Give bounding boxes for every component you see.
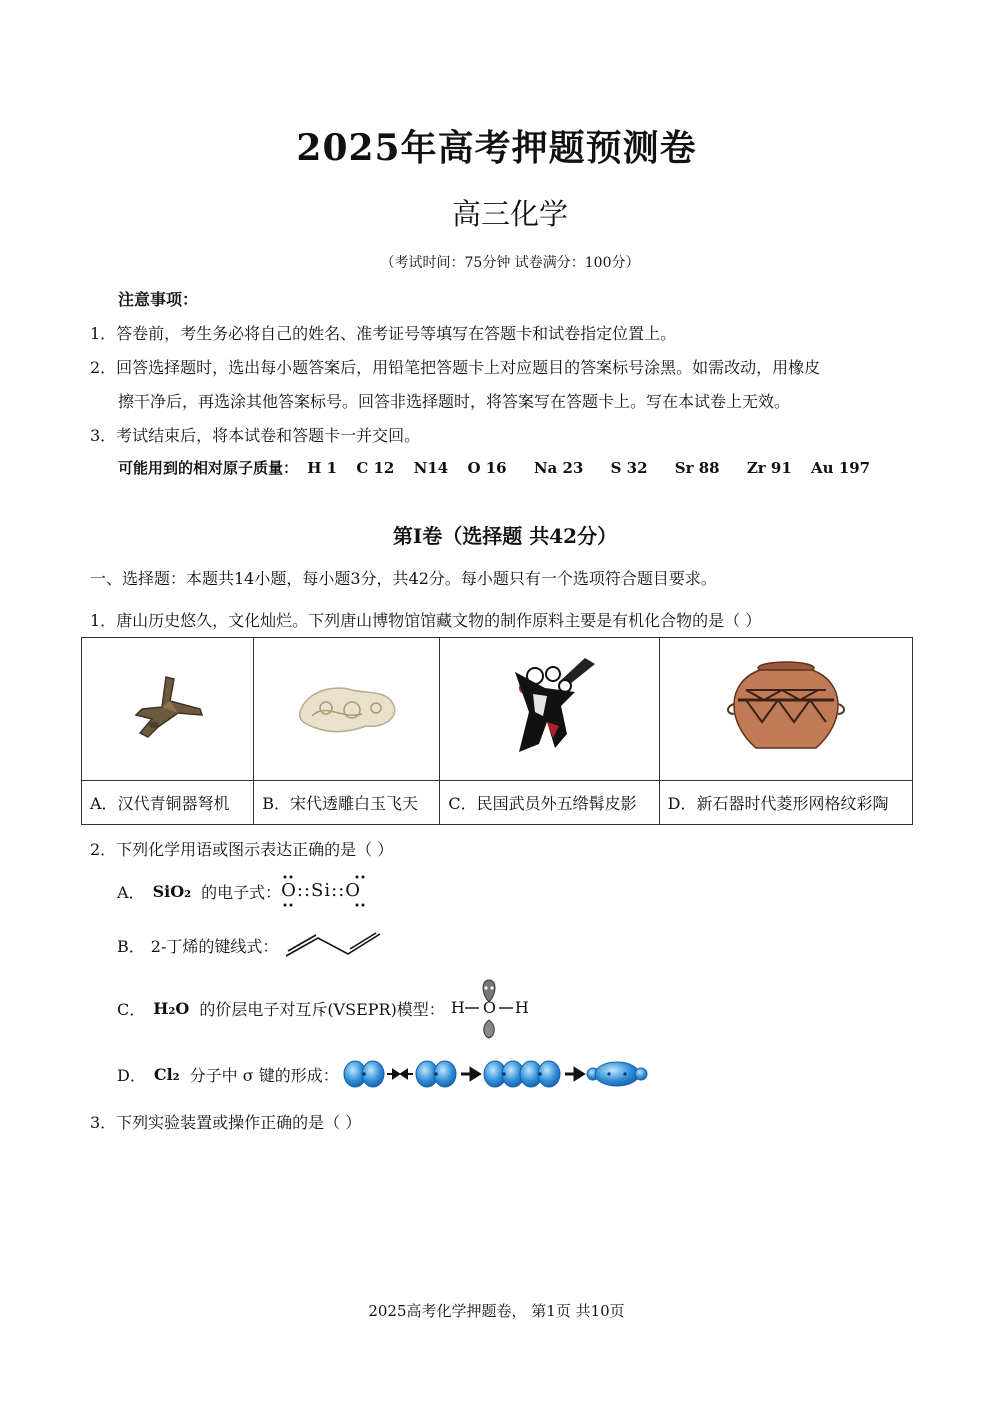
q1-image-c [440,638,659,781]
overlapping-orbitals [484,1061,560,1087]
notice-item-2-cont: 擦干净后，再选涂其他答案标号。回答非选择题时，将答案写在答题卡上。写在本试卷上无效。 [118,392,791,411]
q2-option-b [117,930,384,960]
shadow-puppet-icon [495,652,605,762]
notice-item-1: 1．答卷前，考生务必将自己的姓名、准考证号等填写在答题卡和试卷指定位置上。 [90,324,677,343]
q1-option-a: A．汉代青铜器弩机 [82,781,254,825]
page-subtitle: 高三化学 [451,197,568,231]
atomic-mass-s: S 32 [610,459,648,477]
atomic-mass-n: N14 [413,459,449,477]
sigma-bond-formation-diagram [343,1058,649,1090]
q2-b-label: B． [117,936,145,956]
q2-c-label: C． [117,999,146,1019]
sio2-electron-formula [281,876,371,906]
vsepr-o: O [482,998,496,1017]
q1-option-d: D．新石器时代菱形网格纹彩陶 [659,781,912,825]
sigma-bond-orbital [587,1062,647,1086]
q3-stem: 3．下列实验装置或操作正确的是（ ） [90,1113,362,1132]
atomic-mass-h: H 1 [307,459,338,477]
atomic-mass-na: Na 23 [533,459,584,477]
butene-skeletal-formula-icon [284,930,384,960]
atomic-mass-o: O 16 [467,459,507,477]
atomic-mass-line [118,457,884,478]
notice-item-3: 3．考试结束后，将本试卷和答题卡一并交回。 [90,426,421,445]
q2-stem: 2．下列化学用语或图示表达正确的是（ ） [90,840,394,859]
cl-atom-orbitals-left [344,1061,384,1087]
q1-options-table [81,637,913,825]
q2-c-text: 的价层电子对互斥(VSEPR)模型： [199,999,445,1019]
atomic-mass-label: 可能用到的相对原子质量： [118,459,299,477]
section-instruction: 一、选择题：本题共14小题，每小题3分，共42分。每小题只有一个选项符合题目要求。 [90,569,717,588]
page-footer: 2025高考化学押题卷， 第1页 共10页 [368,1302,625,1320]
atomic-mass-sr: Sr 88 [674,459,720,477]
q1-image-a [82,638,254,781]
q2-d-label: D． [117,1065,146,1085]
arrow-right-icon-3 [565,1069,583,1079]
bronze-crossbow-trigger-icon [118,667,218,747]
q1-image-b [254,638,440,781]
q2-a-label: A． [117,882,145,902]
q1-stem: 1．唐山历史悠久，文化灿烂。下列唐山博物馆馆藏文物的制作原料主要是有机化合物的是（ ） [90,611,762,630]
vsepr-h-left: H [450,998,465,1017]
jade-flying-apsara-icon [292,672,402,742]
arrow-right-icon [387,1070,399,1078]
vsepr-h-right: H [514,998,529,1017]
q2-d-formula: Cl₂ [153,1064,180,1084]
atomic-mass-c: C 12 [356,459,395,477]
q2-option-a [117,876,371,906]
vsepr-model [451,976,531,1040]
painted-pottery-icon [716,652,856,762]
atomic-mass-au: Au 197 [811,459,871,477]
q1-option-c: C．民国武员外五绺髯皮影 [440,781,659,825]
exam-info: （考试时间：75分钟 试卷满分：100分） [380,255,640,271]
q2-option-c [117,976,531,1040]
q2-a-formula: SiO₂ [152,881,192,901]
notice-item-2: 2．回答选择题时，选出每小题答案后，用铅笔把答题卡上对应题目的答案标号涂黑。如需改动，用橡皮 [90,358,821,377]
lone-pair-dots-icon [281,874,371,908]
q1-image-d [659,638,912,781]
atomic-mass-zr: Zr 91 [746,459,792,477]
q1-option-b: B．宋代透雕白玉飞天 [254,781,440,825]
page-title: 2025年高考押题预测卷 [296,127,697,169]
arrow-right-icon-2 [461,1069,479,1079]
q2-option-d [117,1058,649,1090]
q2-b-text: 2-丁烯的键线式： [150,936,279,956]
notice-heading: 注意事项： [118,290,199,309]
q2-c-formula: H₂O [153,998,190,1018]
q2-a-text: 的电子式： [201,882,282,902]
cl-atom-orbitals-right [416,1061,456,1087]
q2-d-text: 分子中 σ 键的形成： [189,1065,339,1085]
section-title: 第Ⅰ卷（选择题 共42分） [392,524,618,548]
arrow-left-icon [401,1070,413,1078]
sio2-structure-text: O::Si::O [281,880,362,901]
